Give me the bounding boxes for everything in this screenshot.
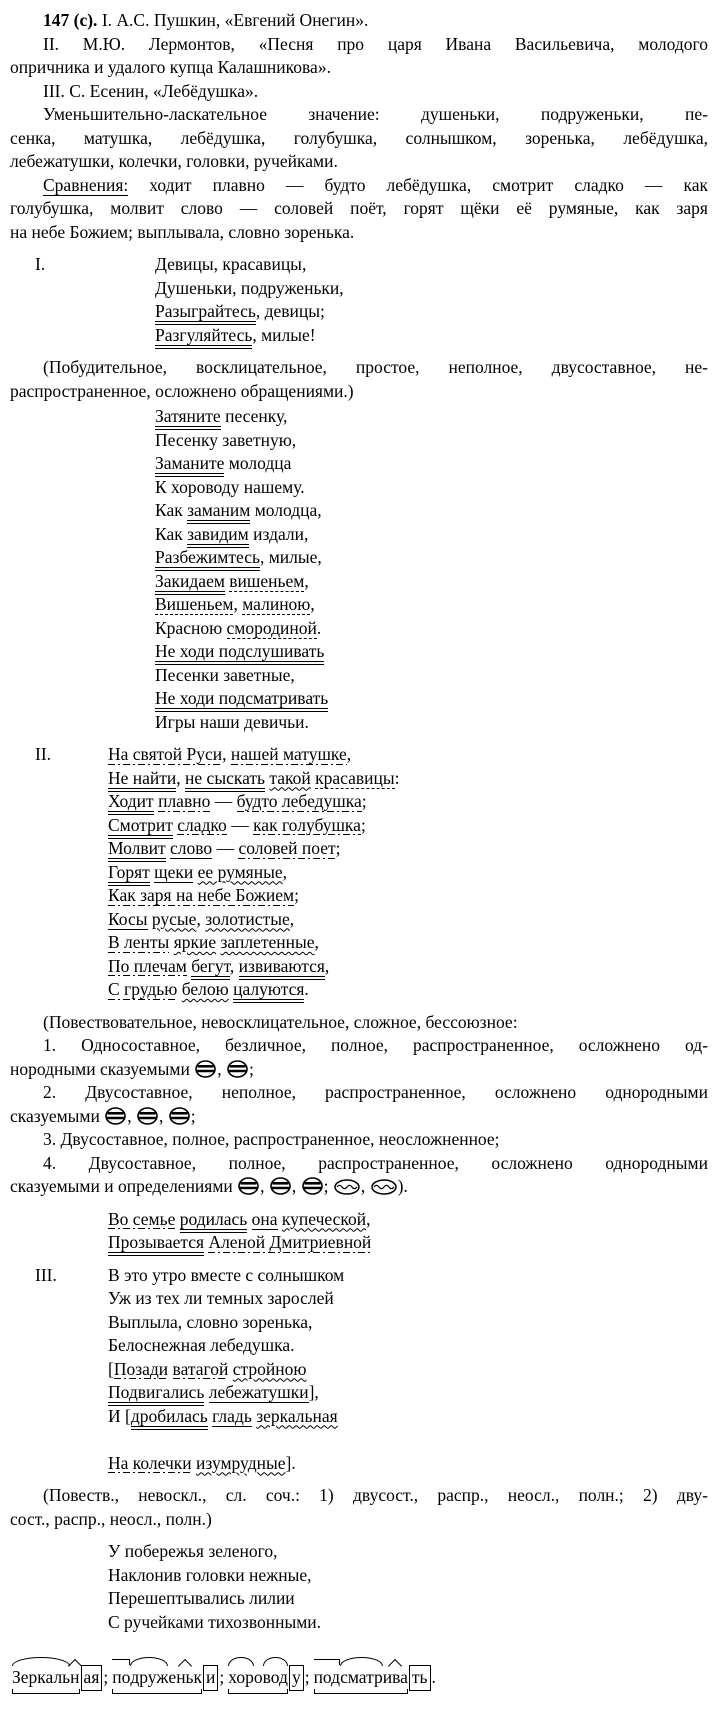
text-segment: , bbox=[233, 594, 243, 614]
poem-line bbox=[155, 253, 708, 277]
homogeneous-predicate-symbol-icon bbox=[169, 1107, 190, 1125]
poem-line bbox=[108, 1587, 708, 1611]
poem-line bbox=[108, 861, 708, 885]
text-segment: ; bbox=[335, 838, 341, 858]
text-segment: ; bbox=[361, 791, 367, 811]
morpheme-root: сматр bbox=[340, 1666, 383, 1690]
text-segment: , милые, bbox=[259, 547, 322, 567]
text-segment: ). bbox=[397, 1176, 408, 1196]
text-segment: , bbox=[222, 744, 231, 764]
text-segment: Как bbox=[155, 523, 188, 544]
underlined-word: красавицы bbox=[315, 767, 395, 788]
underlined-word: заманим bbox=[187, 500, 250, 524]
text-segment: В это утро вместе с солнышком bbox=[108, 1264, 345, 1285]
poem-line bbox=[155, 640, 708, 664]
poem-line bbox=[108, 1208, 708, 1232]
underlined-word: соловей поет bbox=[238, 838, 336, 858]
underlined-word: Молвит bbox=[108, 838, 166, 862]
poem-line bbox=[155, 324, 708, 348]
underlined-word: Горят bbox=[108, 862, 150, 886]
text-segment: ходит плавно — будто лебёдушка, смотрит сладко — как bbox=[128, 174, 708, 195]
text-line bbox=[10, 1128, 708, 1152]
paragraph bbox=[10, 103, 708, 174]
poem-block bbox=[10, 405, 708, 734]
morpheme-analysis-line bbox=[12, 1652, 708, 1691]
text-line bbox=[10, 1058, 708, 1082]
poem-line bbox=[108, 1428, 708, 1452]
homogeneous-predicate-symbol-icon bbox=[302, 1177, 323, 1195]
text-segment: . bbox=[304, 979, 309, 999]
homogeneous-definition-symbol-icon bbox=[371, 1179, 397, 1195]
morpheme-ending: и bbox=[203, 1665, 218, 1691]
poem-line bbox=[155, 593, 708, 617]
text-segment: , bbox=[324, 955, 330, 976]
morpheme-ending: ая bbox=[81, 1665, 103, 1691]
text-segment: Песенку заветную, bbox=[155, 429, 297, 450]
text-line bbox=[10, 380, 708, 404]
text-segment: ; bbox=[360, 814, 366, 835]
text-segment: 1. Односоставное, безличное, полное, распространенное, осложнено од- bbox=[43, 1035, 708, 1055]
text-segment: , bbox=[310, 594, 315, 614]
text-segment: издали, bbox=[248, 523, 309, 544]
poem-line bbox=[108, 1311, 708, 1335]
morpheme-root: хор bbox=[228, 1666, 254, 1690]
text-segment: Игры наши девичьи. bbox=[155, 711, 309, 732]
text-line bbox=[10, 33, 708, 57]
underlined-word: заплетенные bbox=[220, 932, 315, 952]
poem-line bbox=[108, 1405, 708, 1429]
poem-block bbox=[10, 253, 708, 347]
morpheme-root: вод bbox=[263, 1666, 288, 1690]
text-segment: сенка, матушка, лебёдушка, голубушка, солнышком, зоренька, лебёдушка, bbox=[10, 127, 708, 148]
text-segment: Девицы, красавицы, bbox=[155, 254, 307, 274]
paragraph bbox=[10, 1152, 708, 1199]
morpheme-root: друж bbox=[130, 1666, 168, 1690]
underlined-word: завидим bbox=[187, 524, 249, 548]
text-segment: , милые! bbox=[252, 324, 316, 345]
text-segment: , bbox=[282, 861, 287, 882]
morpheme-prefix: под bbox=[314, 1666, 341, 1690]
text-segment: ]. bbox=[285, 1452, 296, 1473]
text-segment: II. М.Ю. Лермонтов, «Песня про царя Ивана Васильевича, молодого bbox=[43, 33, 708, 54]
text-segment: Наклонив головки нежные, bbox=[108, 1564, 312, 1585]
text-segment: ; bbox=[323, 1176, 333, 1196]
text-segment: (Повествовательное, невосклицательное, сложное, бессоюзное: bbox=[43, 1011, 518, 1032]
homogeneous-predicate-symbol-icon bbox=[137, 1107, 158, 1125]
underlined-word: ее румяные bbox=[197, 861, 283, 882]
underlined-word: бегут bbox=[191, 956, 230, 980]
text-segment: ], bbox=[308, 1382, 319, 1402]
poem-line bbox=[155, 664, 708, 688]
underlined-word: Сравнения: bbox=[43, 174, 129, 195]
underlined-word: Закидаем bbox=[155, 571, 225, 595]
text-segment: Уж из тех ли темных зарослей bbox=[108, 1288, 334, 1308]
morpheme-base bbox=[112, 1666, 202, 1690]
poem-line bbox=[108, 743, 708, 767]
text-segment: Душеньки, подруженьки, bbox=[155, 277, 344, 298]
text-segment: Выплыла, словно зоренька, bbox=[108, 1311, 313, 1332]
poem-line bbox=[108, 1381, 708, 1405]
morpheme-suffix: н bbox=[70, 1666, 79, 1690]
poem-line bbox=[108, 1334, 708, 1358]
text-line bbox=[10, 103, 708, 127]
underlined-word: Разгуляйтесь bbox=[155, 325, 252, 349]
poem-block bbox=[10, 1208, 708, 1255]
poem-block bbox=[10, 743, 708, 1002]
text-segment: , bbox=[304, 570, 309, 591]
underlined-word: смородиной bbox=[226, 617, 317, 638]
underlined-word: Затяните bbox=[155, 406, 221, 430]
poem-line bbox=[155, 300, 708, 324]
poem-line bbox=[108, 931, 708, 955]
underlined-word: как голубушка bbox=[253, 814, 361, 835]
text-segment: 4. Двусоставное, полное, распространенное, осложнено однородными bbox=[43, 1152, 708, 1173]
text-segment: И [ bbox=[108, 1405, 131, 1426]
underlined-word: гладь bbox=[212, 1405, 252, 1426]
poem-line bbox=[155, 452, 708, 476]
poem-section-label: II. bbox=[35, 744, 52, 764]
homogeneous-definition-symbol-icon bbox=[334, 1179, 360, 1195]
text-line bbox=[10, 1105, 708, 1129]
underlined-word: русые bbox=[151, 908, 197, 929]
text-line bbox=[10, 221, 708, 245]
underlined-word: Не найти bbox=[108, 768, 176, 792]
underlined-word: родилась bbox=[180, 1209, 248, 1233]
paragraph bbox=[10, 356, 708, 403]
text-segment: 147 (с). bbox=[43, 10, 98, 30]
text-segment: : bbox=[394, 767, 400, 788]
text-segment: , bbox=[176, 767, 186, 788]
poem-line bbox=[108, 1564, 708, 1588]
text-segment: Белоснежная лебедушка. bbox=[108, 1335, 295, 1355]
underlined-word: щеки bbox=[154, 861, 194, 882]
text-line bbox=[10, 56, 708, 80]
heading-paragraph bbox=[10, 9, 708, 33]
text-segment: (Побудительное, восклицательное, простое, неполное, двусоставное, не- bbox=[43, 357, 708, 377]
poem-line bbox=[108, 1452, 708, 1476]
text-segment: , bbox=[360, 1176, 370, 1196]
text-segment: У побережья зеленого, bbox=[108, 1541, 278, 1561]
morpheme-suffix: еньк bbox=[168, 1666, 202, 1690]
poem-line bbox=[155, 570, 708, 594]
poem-line bbox=[108, 767, 708, 791]
poem-line bbox=[108, 978, 708, 1002]
underlined-word: Позади bbox=[113, 1358, 169, 1379]
text-segment: ; bbox=[294, 885, 299, 905]
text-segment: Песенки заветные, bbox=[155, 664, 295, 685]
underlined-word: Прозывается bbox=[108, 1232, 204, 1256]
morpheme-base bbox=[228, 1666, 288, 1690]
underlined-word: Не ходи подслушивать bbox=[155, 641, 324, 665]
text-segment: , bbox=[217, 1058, 226, 1079]
poem-line bbox=[108, 1358, 708, 1382]
underlined-word: Во семье bbox=[108, 1208, 176, 1229]
underlined-word: Разыграйтесь bbox=[155, 301, 256, 325]
underlined-word: Как заря на небе Божием bbox=[108, 885, 295, 905]
text-line bbox=[10, 9, 708, 33]
underlined-word: вишеньем bbox=[229, 570, 305, 591]
underlined-word: слово bbox=[170, 838, 213, 858]
poem-line bbox=[108, 908, 708, 932]
poem-line bbox=[108, 790, 708, 814]
text-segment: на небе Божием; выплывала, словно зоренька. bbox=[10, 221, 355, 242]
underlined-word: ватагой bbox=[172, 1358, 229, 1379]
text-segment: , bbox=[229, 955, 239, 976]
paragraph bbox=[10, 80, 708, 104]
poem-line bbox=[108, 884, 708, 908]
text-segment: К хороводу нашему. bbox=[155, 476, 305, 497]
underlined-word: Подвигались bbox=[108, 1382, 204, 1406]
text-segment: III. С. Есенин, «Лебёдушка». bbox=[43, 80, 259, 101]
underlined-word: такой bbox=[269, 767, 311, 788]
morpheme-base bbox=[12, 1666, 80, 1690]
text-segment: — bbox=[226, 814, 254, 835]
text-segment: С ручейками тихозвонными. bbox=[108, 1611, 322, 1632]
text-segment: сост., распр., неосл., полн.) bbox=[10, 1508, 212, 1529]
poem-line bbox=[155, 277, 708, 301]
underlined-word: Не ходи подсматривать bbox=[155, 688, 328, 712]
underlined-word: белою bbox=[181, 979, 229, 999]
paragraph bbox=[10, 1081, 708, 1128]
poem-line bbox=[155, 476, 708, 500]
underlined-word: На колечки bbox=[108, 1452, 192, 1473]
underlined-word: На святой Руси bbox=[108, 744, 223, 764]
poem-line bbox=[108, 837, 708, 861]
text-segment: распространенное, осложнено обращениями.) bbox=[10, 380, 354, 401]
underlined-word: малиною bbox=[242, 594, 311, 614]
poem-line bbox=[155, 546, 708, 570]
text-line bbox=[10, 1508, 708, 1532]
underlined-word: она bbox=[251, 1208, 278, 1229]
underlined-word: купеческой bbox=[281, 1208, 367, 1229]
homogeneous-predicate-symbol-icon bbox=[238, 1177, 259, 1195]
text-line bbox=[10, 174, 708, 198]
text-segment: сказуемыми и определениями bbox=[10, 1176, 238, 1196]
morpheme-base bbox=[314, 1666, 408, 1690]
text-segment: , bbox=[159, 1105, 168, 1126]
underlined-word: изумрудные bbox=[196, 1452, 286, 1473]
text-segment: . bbox=[316, 617, 322, 638]
underlined-word: дробилась bbox=[131, 1406, 208, 1430]
separator: ; bbox=[219, 1667, 225, 1687]
poem-line bbox=[155, 523, 708, 547]
text-segment: Уменьшительно-ласкательное значение: душеньки, подруженьки, пе- bbox=[43, 104, 708, 124]
text-segment: Красною bbox=[155, 617, 227, 638]
morpheme-prefix: по bbox=[112, 1666, 130, 1690]
poem-line bbox=[108, 1611, 708, 1635]
homogeneous-predicate-symbol-icon bbox=[227, 1060, 248, 1078]
underlined-word: не сыскать bbox=[185, 768, 265, 792]
text-segment bbox=[168, 1359, 172, 1379]
text-segment: — bbox=[210, 791, 237, 811]
text-line bbox=[10, 356, 708, 380]
morpheme-word bbox=[12, 1665, 102, 1691]
morpheme-root: Зеркаль bbox=[12, 1666, 70, 1690]
text-segment: молодца bbox=[224, 453, 292, 473]
poem-line bbox=[155, 405, 708, 429]
poem-line bbox=[108, 814, 708, 838]
morpheme-word bbox=[314, 1665, 431, 1691]
poem-line bbox=[108, 1264, 708, 1288]
text-line bbox=[10, 150, 708, 174]
paragraph bbox=[10, 33, 708, 80]
text-line bbox=[10, 127, 708, 151]
homogeneous-predicate-symbol-icon bbox=[270, 1177, 291, 1195]
underlined-word: нашей матушке bbox=[230, 744, 347, 764]
text-segment: I. А.С. Пушкин, «Евгений Онегин». bbox=[97, 10, 369, 30]
underlined-word: золотистые bbox=[205, 908, 290, 929]
text-segment: голубушка, молвит слово — соловей поёт, горят щёки её румяные, как заря bbox=[10, 198, 708, 218]
text-segment: , bbox=[289, 908, 295, 929]
text-segment: лебежатушки, колечки, головки, ручейками. bbox=[10, 151, 338, 171]
text-segment: сказуемыми bbox=[10, 1105, 105, 1126]
text-segment: , bbox=[196, 908, 206, 929]
poem-line bbox=[155, 429, 708, 453]
text-line bbox=[10, 80, 708, 104]
text-line bbox=[10, 1081, 708, 1105]
text-line bbox=[10, 1484, 708, 1508]
poem-line bbox=[155, 687, 708, 711]
paragraph bbox=[10, 1034, 708, 1081]
underlined-word: будто лебедушка bbox=[236, 791, 362, 811]
underlined-word: С грудью bbox=[108, 979, 178, 999]
text-segment bbox=[247, 1209, 251, 1229]
text-segment: , bbox=[346, 744, 352, 764]
morpheme-word bbox=[112, 1665, 218, 1691]
separator: ; bbox=[304, 1667, 310, 1687]
underlined-word: Косы bbox=[108, 908, 148, 929]
paragraph bbox=[10, 174, 708, 245]
poem-line bbox=[108, 955, 708, 979]
underlined-word: извиваются bbox=[239, 956, 325, 980]
text-line bbox=[10, 1175, 708, 1199]
underlined-word: плавно bbox=[158, 791, 211, 811]
underlined-word: Вишеньем bbox=[155, 594, 234, 614]
text-segment: — bbox=[212, 838, 239, 858]
text-segment: песенку, bbox=[220, 406, 288, 426]
text-segment: 2. Двусоставное, неполное, распространенное, осложнено однородными bbox=[43, 1082, 708, 1102]
underlined-word: цалуются bbox=[233, 979, 304, 1003]
text-segment: молодца, bbox=[250, 500, 322, 520]
text-segment: опричника и удалого купца Калашникова». bbox=[10, 57, 331, 77]
underlined-word: В ленты bbox=[108, 932, 170, 952]
text-segment: , bbox=[291, 1176, 301, 1196]
homogeneous-predicate-symbol-icon bbox=[105, 1107, 126, 1125]
paragraph bbox=[10, 1128, 708, 1152]
poem-line bbox=[155, 499, 708, 523]
text-segment: , bbox=[366, 1208, 371, 1229]
morpheme-ending: у bbox=[289, 1665, 304, 1691]
morpheme-suffix: ива bbox=[383, 1666, 408, 1690]
text-line bbox=[10, 1152, 708, 1176]
paragraph bbox=[10, 1484, 708, 1531]
text-segment: (Повеств., невоскл., сл. соч.: 1) двусост., распр., неосл., полн.; 2) дву- bbox=[43, 1485, 708, 1505]
text-segment: Как bbox=[155, 500, 188, 520]
text-segment: , bbox=[314, 932, 319, 952]
text-line bbox=[10, 1011, 708, 1035]
poem-line bbox=[155, 617, 708, 641]
poem-line bbox=[108, 1540, 708, 1564]
underlined-word: По плечам bbox=[108, 955, 187, 976]
homogeneous-predicate-symbol-icon bbox=[195, 1060, 216, 1078]
poem-line bbox=[155, 711, 708, 735]
text-segment: , bbox=[260, 1176, 269, 1196]
underlined-word: Смотрит bbox=[108, 815, 173, 839]
text-segment: Перешептывались лилии bbox=[108, 1588, 295, 1608]
poem-section-label: III. bbox=[35, 1264, 57, 1285]
underlined-word: сладко bbox=[177, 814, 227, 835]
poem-line bbox=[108, 1231, 708, 1255]
poem-block bbox=[10, 1540, 708, 1634]
text-line bbox=[10, 1034, 708, 1058]
text-segment: ; bbox=[248, 1058, 254, 1079]
underlined-word: яркие bbox=[173, 932, 217, 952]
text-segment: [ bbox=[108, 1358, 114, 1379]
text-segment: 3. Двусоставное, полное, распространенное, неосложненное; bbox=[43, 1129, 500, 1149]
underlined-word: лебежатушки bbox=[208, 1382, 309, 1402]
morpheme-word bbox=[228, 1665, 303, 1691]
poem-block bbox=[10, 1264, 708, 1476]
separator: . bbox=[431, 1667, 436, 1687]
underlined-word: Аленой Дмитриевной bbox=[208, 1232, 372, 1252]
poem-line bbox=[108, 1287, 708, 1311]
morpheme-connector: о bbox=[253, 1667, 263, 1687]
text-segment: ; bbox=[190, 1105, 196, 1126]
underlined-word: Ходит bbox=[108, 791, 154, 815]
underlined-word: Разбежимтесь bbox=[155, 547, 260, 571]
poem-section-label: I. bbox=[35, 254, 46, 274]
text-segment: , bbox=[127, 1105, 137, 1126]
paragraph bbox=[10, 1011, 708, 1035]
underlined-word: стройною bbox=[232, 1358, 307, 1379]
morpheme-ending: ть bbox=[409, 1665, 431, 1691]
text-segment: , девицы; bbox=[255, 301, 325, 321]
text-line bbox=[10, 197, 708, 221]
underlined-word: зеркальная bbox=[256, 1405, 338, 1426]
underlined-word: Заманите bbox=[155, 453, 224, 477]
text-segment: нородными сказуемыми bbox=[10, 1058, 195, 1079]
separator: ; bbox=[103, 1667, 109, 1687]
